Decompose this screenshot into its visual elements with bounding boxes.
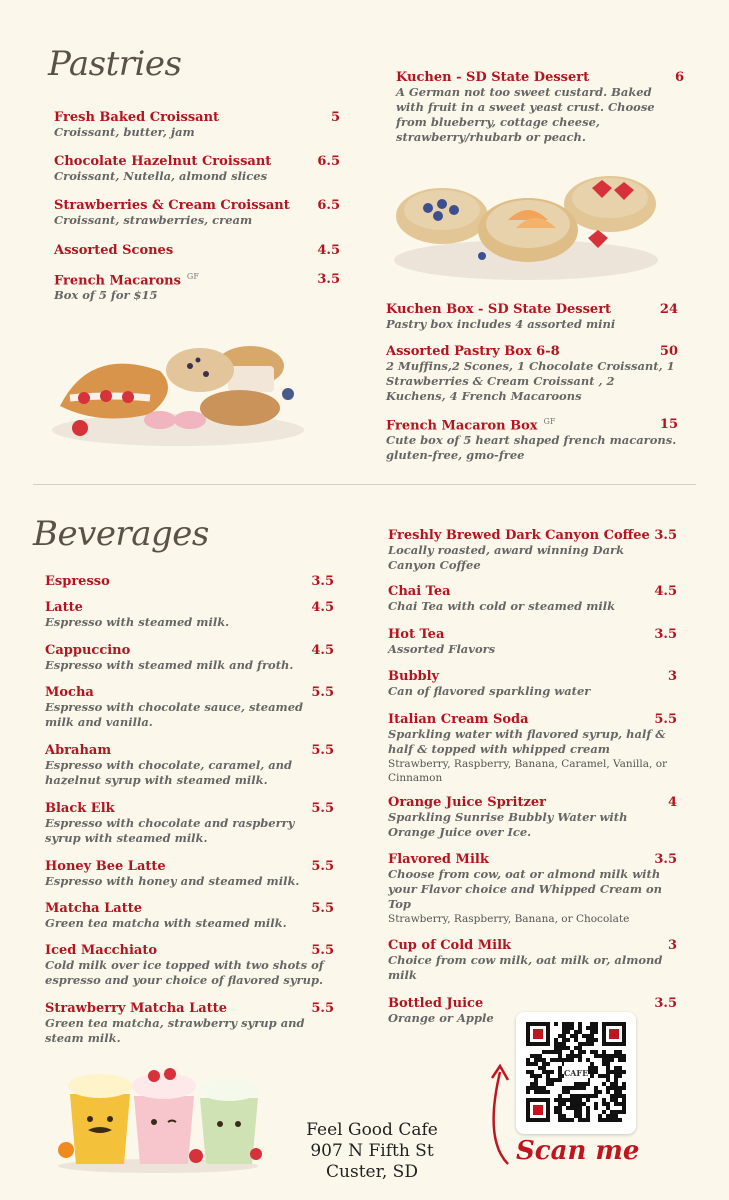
item-description: Locally roasted, award winning Dark Canyon Coffee [388,543,625,572]
menu-item [386,417,678,463]
qr-logo: CAFE [563,1068,589,1078]
menu-item [386,302,678,332]
menu-item [54,154,340,184]
qr-code[interactable] [516,1012,636,1134]
menu-item [45,743,334,788]
item-description: Sparkling water with flavored syrup, half & half & topped with whipped cream [388,727,666,756]
item-description: Espresso with chocolate, caramel, and hazelnut syrup with steamed milk. [45,758,293,787]
item-price: 5.5 [311,743,334,758]
item-name: Strawberry Matcha Latte [45,1001,227,1016]
item-description: Green tea matcha, strawberry syrup and steam milk. [45,1016,305,1045]
item-name: Italian Cream Soda [388,712,529,727]
pastries-illustration [50,336,306,448]
item-name: Espresso [45,574,110,589]
item-description: Espresso with chocolate and raspberry syrup with steamed milk. [45,816,295,845]
item-flavors: Strawberry, Raspberry, Banana, Caramel, Vanilla, or Cinnamon [388,758,668,784]
item-name: Cup of Cold Milk [388,938,512,953]
item-price: 4.5 [654,584,677,599]
menu-item [388,852,677,926]
item-price: 15 [659,417,678,432]
item-name: Honey Bee Latte [45,859,166,874]
item-description: Espresso with steamed milk and froth. [45,658,294,672]
item-description: Espresso with chocolate sauce, steamed milk and vanilla. [45,700,304,729]
item-description: Croissant, Nutella, almond slices [54,169,268,183]
menu-item [45,685,334,730]
menu-item [388,669,677,699]
cafe-address [292,1120,452,1183]
cafe-name: Feel Good Cafe [306,1120,438,1140]
menu-item [45,574,334,589]
item-name: Kuchen Box - SD State Dessert [386,302,612,317]
kuchen-illustration [392,168,660,288]
item-price: 3 [667,669,677,684]
menu-item [45,943,334,988]
item-description: Espresso with steamed milk. [45,615,230,629]
gf-badge: GF [186,272,199,281]
item-price: 5.5 [311,685,334,700]
item-name: Mocha [45,685,94,700]
item-price: 6 [674,70,684,85]
item-price: 5.5 [654,712,677,727]
item-price: 6.5 [317,154,340,169]
item-price: 5.5 [311,901,334,916]
menu-item [45,600,334,630]
menu-item [45,859,334,889]
item-description: Cold milk over ice topped with two shots of espresso and your choice of flavored syrup. [45,958,324,987]
item-price: 3.5 [654,528,677,543]
item-name: Latte [45,600,83,615]
item-name: Matcha Latte [45,901,142,916]
item-description: Orange or Apple [388,1011,494,1025]
item-name: Abraham [45,743,112,758]
item-description: Espresso with honey and steamed milk. [45,874,300,888]
menu-item [388,938,677,983]
item-description: Sparkling Sunrise Bubbly Water with Orange Juice over Ice. [388,810,628,839]
item-description: Croissant, butter, jam [54,125,195,139]
item-name: Hot Tea [388,627,445,642]
city-state: Custer, SD [326,1162,418,1182]
item-description: Green tea matcha with steamed milk. [45,916,287,930]
item-price: 3 [667,938,677,953]
item-price: 5.5 [311,1001,334,1016]
item-price: 5.5 [311,943,334,958]
menu-item [45,643,334,673]
menu-item [45,901,334,931]
menu-item [388,627,677,657]
qr-code-card[interactable] [516,1012,636,1134]
item-name: Assorted Scones [54,243,174,258]
item-price: 5 [330,110,340,125]
item-price: 24 [659,302,678,317]
menu-item [388,528,677,573]
item-name: Black Elk [45,801,115,816]
item-price: 4.5 [311,600,334,615]
drinks-illustration [50,1064,266,1174]
item-description: Can of flavored sparkling water [388,684,591,698]
item-price: 6.5 [317,198,340,213]
gf-badge: GF [543,417,556,426]
scan-me-label: Scan me [516,1136,640,1166]
arrow-icon [478,1060,518,1170]
street-address: 907 N Fifth St [310,1141,434,1161]
item-description: Chai Tea with cold or steamed milk [388,599,616,613]
item-name: Assorted Pastry Box 6-8 [386,344,560,359]
item-name: Chai Tea [388,584,451,599]
beverages-heading: Beverages [33,514,209,554]
item-price: 4.5 [317,243,340,258]
menu-item [45,1001,334,1046]
item-name: Bubbly [388,669,440,684]
pastries-heading: Pastries [48,44,182,84]
item-name: Strawberries & Cream Croissant [54,198,290,213]
item-name: French Macaron Box [386,418,538,434]
menu-item [388,712,677,785]
item-name: Fresh Baked Croissant [54,110,220,125]
section-divider [33,484,696,485]
item-name: Cappuccino [45,643,131,658]
item-flavors: Strawberry, Raspberry, Banana, or Chocolate [388,913,630,925]
item-description: Croissant, strawberries, cream [54,213,253,227]
item-price: 4.5 [311,643,334,658]
menu-item [54,243,340,258]
item-description: 2 Muffins,2 Scones, 1 Chocolate Croissant, 1 Strawberries & Cream Croissant , 2 Kuchens, 4 French Macaroons [386,359,675,403]
item-name: Chocolate Hazelnut Croissant [54,154,272,169]
item-description: Choice from cow milk, oat milk or, almond milk [388,953,663,982]
item-name: Freshly Brewed Dark Canyon Coffee [388,528,650,543]
menu-item [54,110,340,140]
item-name: Flavored Milk [388,852,489,867]
item-price: 4 [667,795,677,810]
item-description: A German not too sweet custard. Baked with fruit in a sweet yeast crust. Choose from blueberry, cottage cheese, strawberry/rhubarb or peach. [396,85,655,144]
item-name: French Macarons [54,273,181,289]
menu-item [388,584,677,614]
item-description: Assorted Flavors [388,642,496,656]
item-price: 3.5 [654,996,677,1011]
item-price: 3.5 [654,852,677,867]
menu-item [388,795,677,840]
menu-item [54,272,340,303]
menu-item-kuchen [396,70,684,145]
item-price: 3.5 [311,574,334,589]
item-price: 3.5 [654,627,677,642]
item-price: 50 [659,344,678,359]
menu-item [386,344,678,404]
item-name: Kuchen - SD State Dessert [396,70,590,85]
item-price: 3.5 [317,272,340,287]
item-name: Iced Macchiato [45,943,158,958]
item-price: 5.5 [311,859,334,874]
item-name: Bottled Juice [388,996,484,1011]
item-description: Pastry box includes 4 assorted mini [386,317,616,331]
item-name: Orange Juice Spritzer [388,795,546,810]
item-description: Choose from cow, oat or almond milk with your Flavor choice and Whipped Cream on Top [388,867,663,911]
menu-item [54,198,340,228]
item-price: 5.5 [311,801,334,816]
menu-item [45,801,334,846]
item-description: Box of 5 for $15 [54,288,158,303]
item-description: Cute box of 5 heart shaped french macarons. gluten-free, gmo-free [386,433,677,463]
